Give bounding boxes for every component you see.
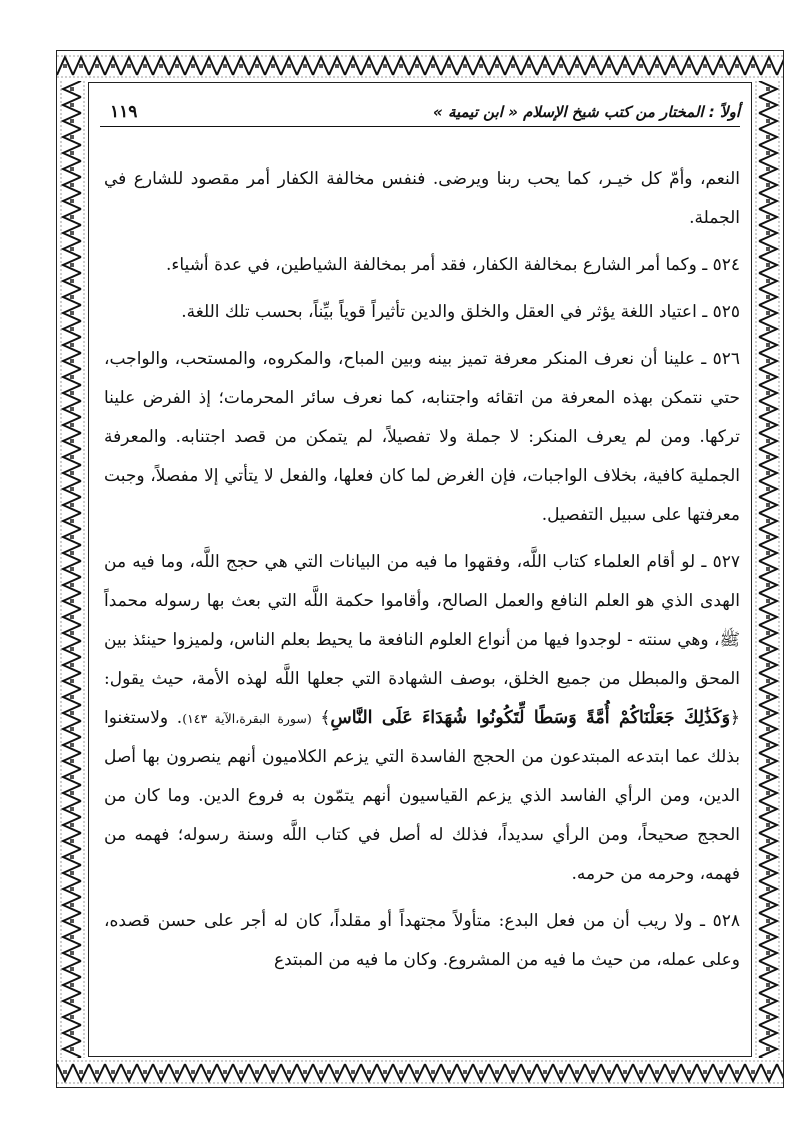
paragraph-526: ٥٢٦ ـ علينا أن نعرف المنكر معرفة تميز بينه وبين المباح، والمكروه، والمستحب، والواجب، حتي نتمكن بهذه المعرفة من اتقائه واجتنابه، كما نعرف سائر المحرمات؛ إذ الفرض علينا تركها. ومن لم يعرف المنكر: لا جملة ولا تفصيلاً، لم يتمكن من قصد اجتنابه. والمعرفة الجملية كافية، بخلاف الواجبات، فإن الغرض لما كان فعلها، والفعل لا يتأتي إلا مفصلاً، وجبت معرفتها على سبيل التفصيل. bbox=[104, 349, 740, 525]
paragraph-524: ٥٢٤ ـ وكما أمر الشارع بمخالفة الكفار، فقد أمر بمخالفة الشياطين، في عدة أشياء. bbox=[165, 255, 740, 275]
page-number: ١١٩ bbox=[110, 102, 138, 122]
header-rule bbox=[100, 126, 740, 127]
quran-bracket-open: ﴿ bbox=[730, 708, 740, 728]
page-body bbox=[104, 160, 740, 980]
page-header bbox=[100, 100, 740, 124]
paragraph-continuation: النعم، وأمّ كل خيـر، كما يحب ربنا ويرضى. فنفس مخالفة الكفار أمر مقصود للشارع في الجملة. bbox=[104, 169, 740, 228]
ornamental-border-right bbox=[753, 81, 783, 1058]
paragraph-527 bbox=[104, 543, 740, 894]
paragraph-527-text: ٥٢٧ ـ لو أقام العلماء كتاب اللَّه، وفقهوا ما فيه من البيانات التي هي حجج اللَّه، وما فيه من الهدى الذي هو العلم النافع والعمل الصالح، وأقاموا حكمة اللَّه التي بعث بها رسوله محمداً ﷺ، وهي سنته - لوجدوا فيها من أنواع العلوم النافعة ما يحيط بعلم الناس، ولميزوا حينئذ بين المحق والمبطل من جميع الخلق، بوصف الشهادة التي جعلها اللَّه لهذه الأمة، حيث يقول: bbox=[104, 552, 740, 689]
quran-bracket-close: ﴾ bbox=[320, 708, 331, 728]
paragraph-527-continuation: . ولاستغنوا بذلك عما ابتدعه المبتدعون من الحجج الفاسدة التي يزعم الكلاميون أنهم ينصرون بها أصل الدين، ومن الرأي الفاسد الذي يزعم القياسيون أنهم يتمّون به فروع الدين. وما كان من الحجج صحيحاً، ومن الرأي سديداً، فذلك له أصل في كتاب اللَّه وسنة رسوله؛ فهمه من فهمه، وحرمه من حرمه. bbox=[104, 708, 740, 884]
running-head: أولاً : المختار من كتب شيخ الإسلام « ابن تيمية » bbox=[433, 103, 740, 121]
ornamental-border-bottom bbox=[57, 1058, 783, 1087]
paragraph-528: ٥٢٨ ـ ولا ريب أن من فعل البدع: متأولاً مجتهداً أو مقلداً، كان له أجر على حسن قصده، وعلى عمله، من حيث ما فيه من المشروع. وكان ما فيه من المبتدع bbox=[104, 911, 740, 970]
ornamental-border-top bbox=[57, 51, 783, 81]
ornamental-border-left bbox=[57, 81, 87, 1058]
verse-citation: (سورة البقرة،الآية ١٤٣) bbox=[182, 711, 312, 726]
paragraph-525: ٥٢٥ ـ اعتياد اللغة يؤثر في العقل والخلق والدين تأثيراً قوياً بيِّناً، بحسب تلك اللغة. bbox=[181, 302, 740, 322]
quran-verse: وَكَذَٰلِكَ جَعَلْنَاكُمْ أُمَّةً وَسَطًا لِّتَكُونُوا شُهَدَاءَ عَلَى النَّاسِ bbox=[330, 708, 731, 728]
